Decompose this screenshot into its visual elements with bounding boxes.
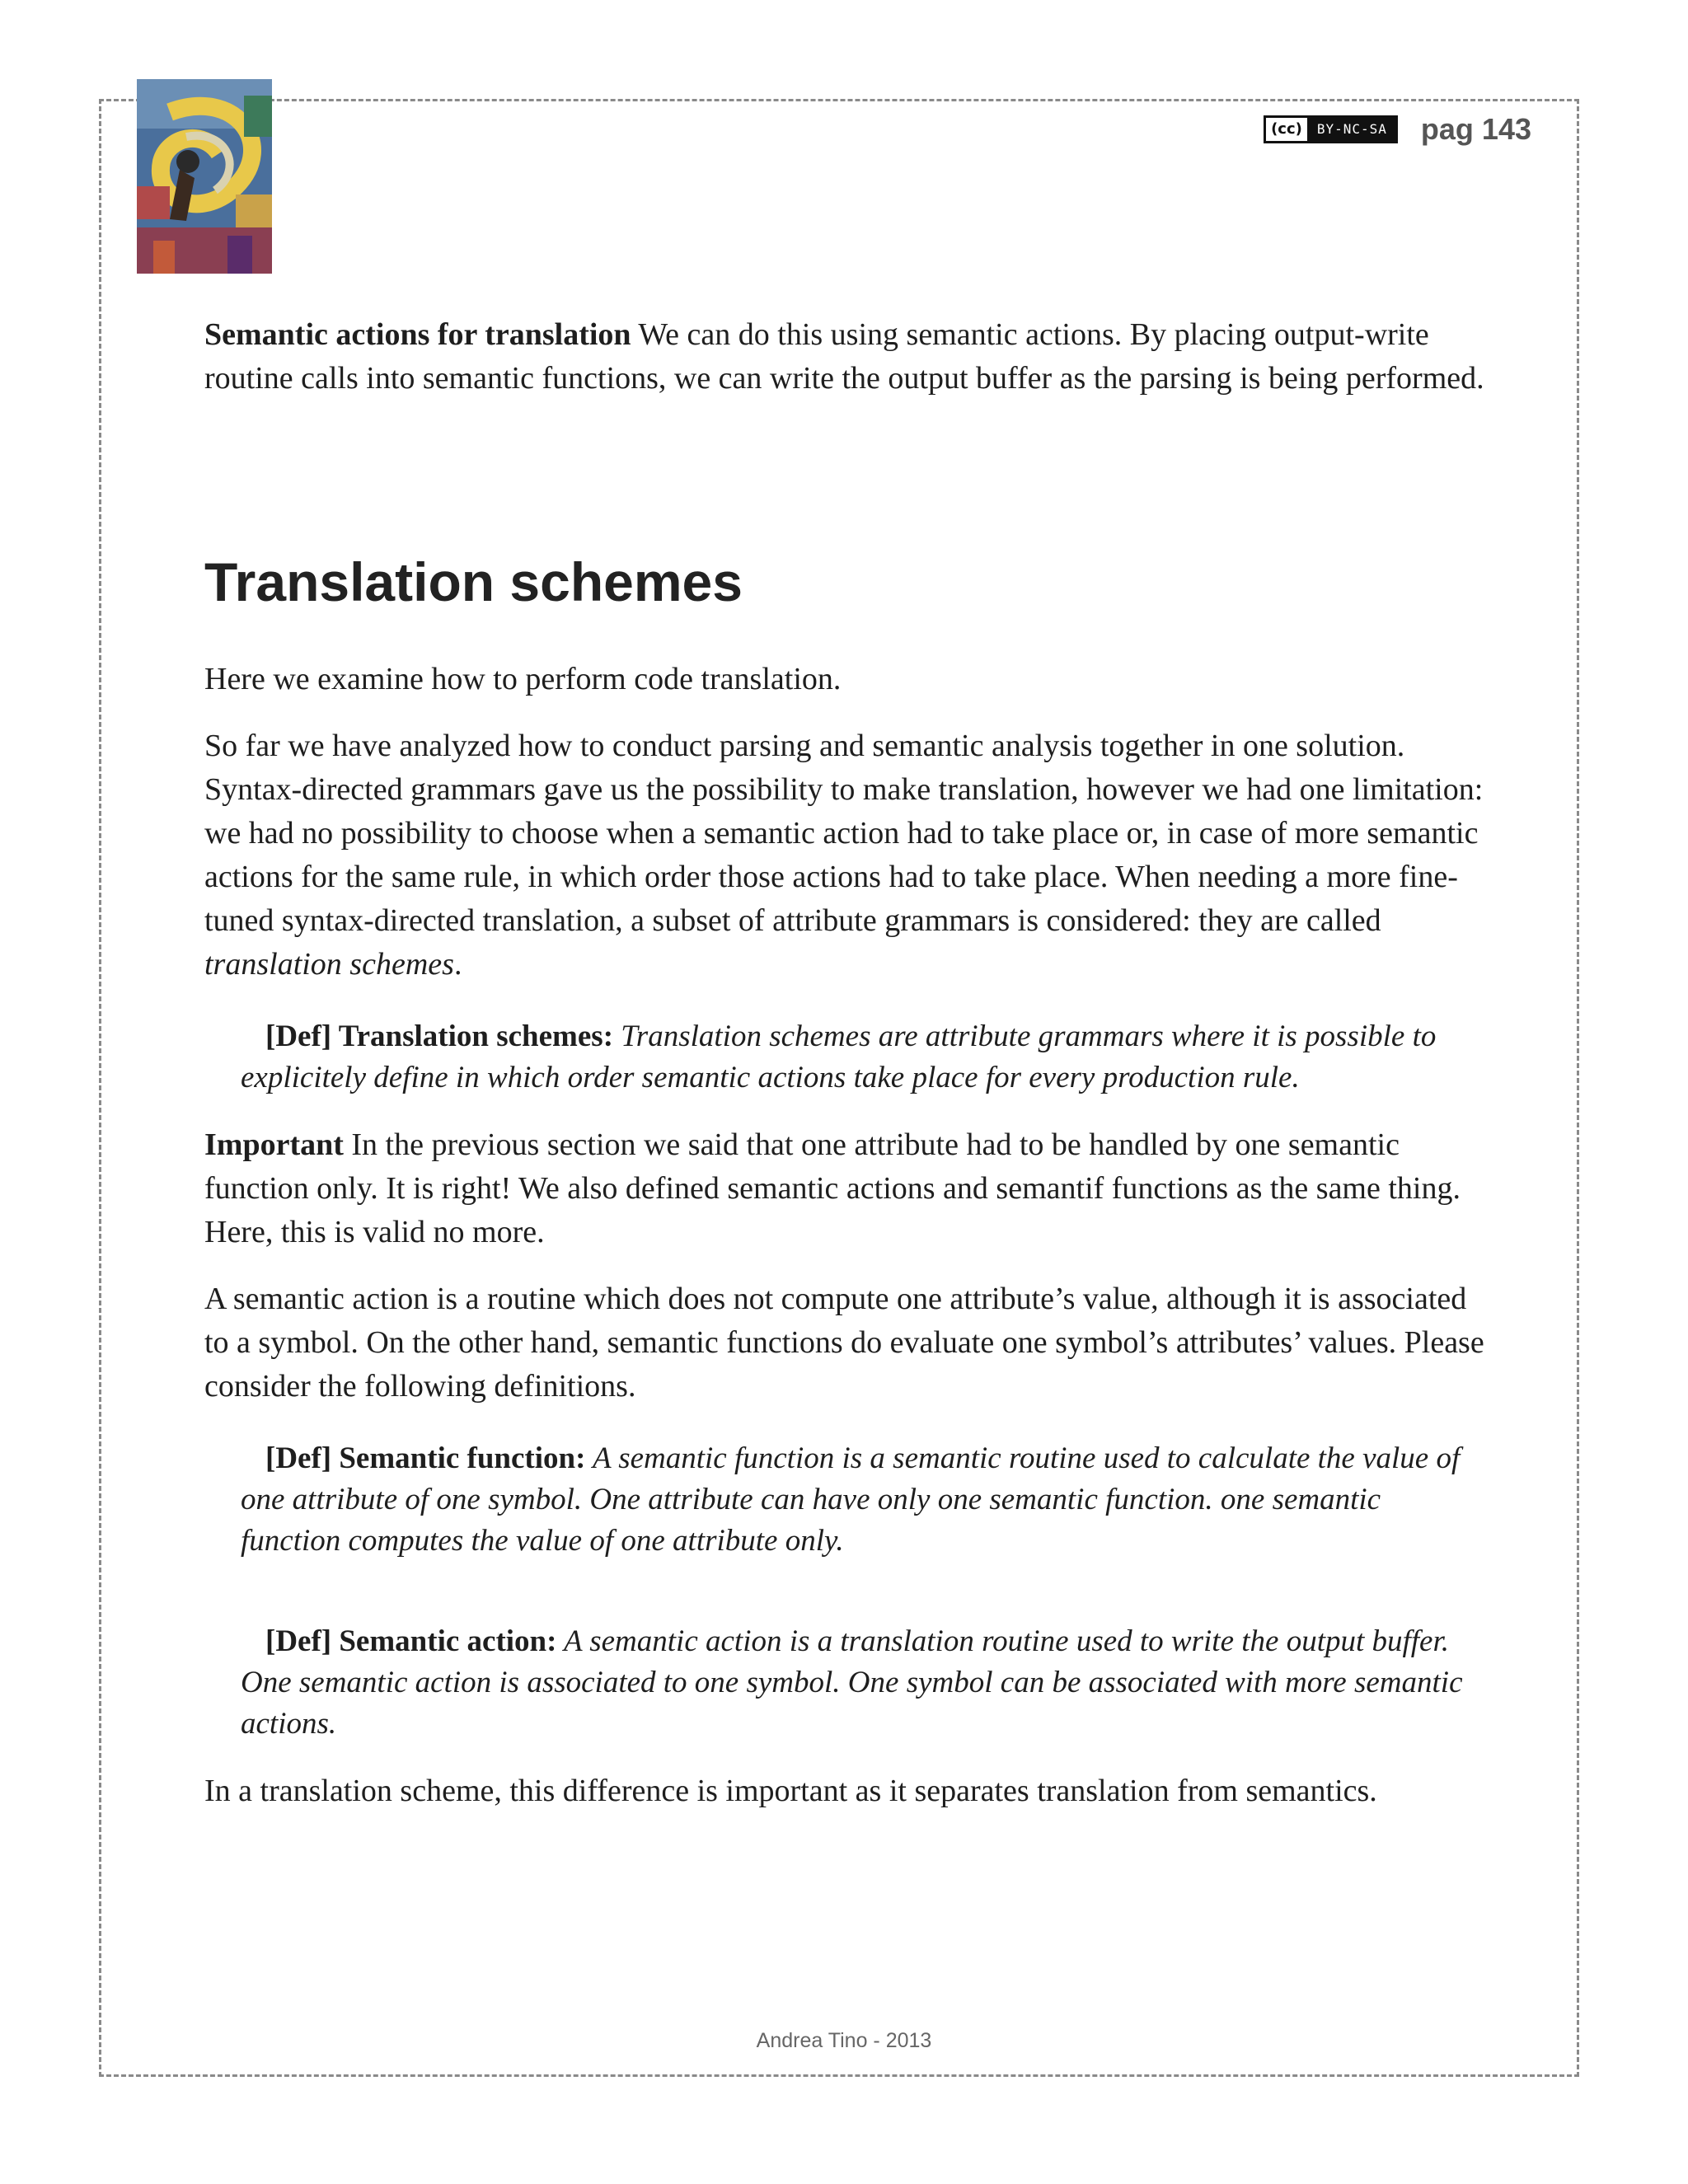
definition-body: Translation schemes are attribute grammars where it is possible to explicitely define in which order semantic actions take place for every production rule.: [241, 1019, 1437, 1094]
definition-label: [Def] Semantic function:: [265, 1441, 586, 1475]
paragraph-2-text: So far we have analyzed how to conduct parsing and semantic analysis together in one solution. Syntax-directed grammars gave us the possibility to make translation, however we had one limitation: we had no possibility to choose when a semantic action had to take place or, in case of more semantic actions for the same rule, in which order those actions had to take place. When needing a more fine-tuned syntax-directed translation, a subset of attribute grammars is considered: they are called: [204, 729, 1484, 938]
page-number: pag 143: [1420, 112, 1531, 146]
paragraph-2: [204, 724, 1498, 987]
definition-body: A semantic action is a translation routine used to write the output buffer. One semantic action is associated to one symbol. One symbol can be associated with more semantic actions.: [241, 1624, 1463, 1741]
page-content: [204, 313, 1498, 1813]
definition-body: A semantic function is a semantic routine used to calculate the value of one attribute of one symbol. One attribute can have only one semantic function. one semantic function computes the value of one attribute only.: [241, 1441, 1461, 1558]
definition-label: [Def] Translation schemes:: [265, 1019, 614, 1053]
cc-license-badge[interactable]: [1264, 115, 1398, 143]
page-footer: Andrea Tino - 2013: [756, 2029, 932, 2052]
paragraph-2-emphasis: translation schemes: [204, 947, 454, 982]
paragraph-2-end: .: [453, 947, 462, 982]
paragraph-1: Here we examine how to perform code translation.: [204, 662, 842, 696]
paragraph-5: In a translation scheme, this difference is important as it separates translation from semantics.: [204, 1774, 1377, 1808]
definition-translation-schemes: [241, 1016, 1465, 1099]
license-type: BY-NC-SA: [1309, 118, 1395, 141]
important-text: In the previous section we said that one attribute had to be handled by one semantic function only. It is right! We also defined semantic actions and semantif functions as the same thing. Here, this is valid no more.: [204, 1127, 1461, 1249]
cc-icon: (cc): [1266, 118, 1309, 141]
important-lead: Important: [204, 1127, 344, 1162]
intro-paragraph: [204, 313, 1498, 401]
paragraph-4: A semantic action is a routine which does not compute one attribute’s value, although it is associated to a symbol. On the other hand, semantic functions do evaluate one symbol’s attributes’ values. Please consider the following definitions.: [204, 1282, 1484, 1404]
page-header: [1264, 112, 1531, 147]
definition-semantic-function: [241, 1438, 1465, 1562]
important-paragraph: [204, 1123, 1498, 1254]
section-heading: Translation schemes: [204, 551, 743, 612]
cover-artwork-image: [137, 79, 272, 274]
definition-semantic-action: [241, 1621, 1465, 1745]
intro-lead: Semantic actions for translation: [204, 317, 631, 352]
intro-text: We can do this using semantic actions. By placing output-write routine calls into semantic functions, we can write the output buffer as the parsing is being performed.: [204, 317, 1484, 396]
definition-label: [Def] Semantic action:: [265, 1624, 557, 1658]
